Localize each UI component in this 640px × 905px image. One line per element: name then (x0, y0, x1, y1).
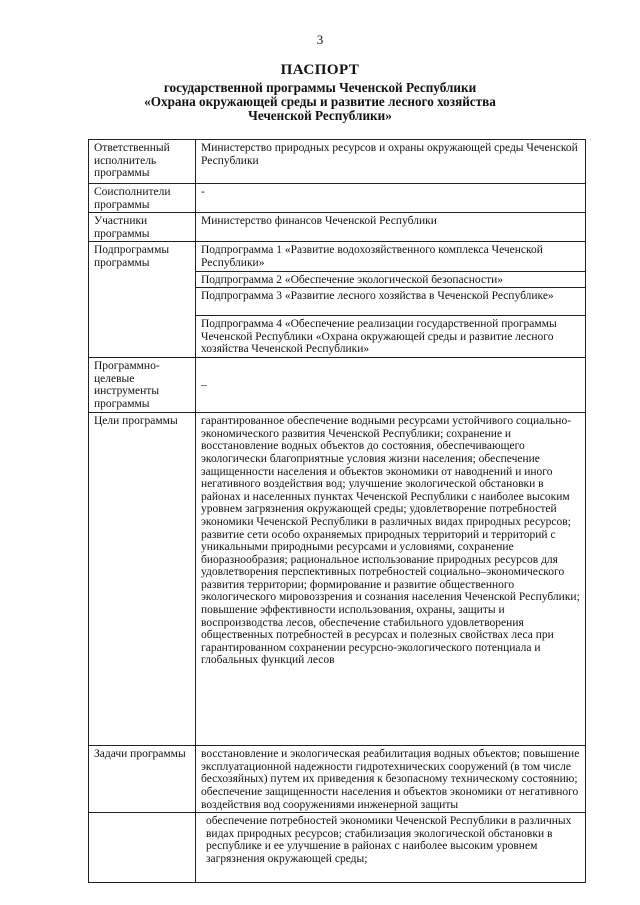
label-responsible: Ответственный исполнитель программы (89, 140, 196, 184)
label-instruments: Программно-целевые инструменты программы (89, 358, 196, 413)
label-tasks: Задачи программы (89, 746, 196, 813)
value-instruments: – (196, 358, 586, 413)
label-coexecutors: Соисполнители программы (89, 184, 196, 213)
subprogram-item: Подпрограмма 1 «Развитие водохозяйственного комплекса Чеченской Республики» (196, 242, 586, 271)
subtitle-line-3: Чеченской Республики» (248, 108, 392, 123)
subprogram-item: Подпрограмма 4 «Обеспечение реализации государственной программы Чеченской Республики «Охрана окружающей среды и развитие лесного хозяйства Чеченской Республики» (196, 316, 586, 358)
row-coexecutors (89, 184, 586, 213)
page-number: 3 (316, 32, 324, 47)
document-title: ПАСПОРТ (280, 62, 360, 78)
passport-table (88, 139, 586, 883)
value-tasks: восстановление и экологическая реабилитация водных объектов; повышение эксплуатационной надежности гидротехнических сооружений (в том числе бесхозяйных) путем их приведения к безопасному техническому состоянию; обеспечение защищенности населения и объектов экономики от негативного воздействия вод сооружениями инженерной защиты (196, 746, 586, 813)
subtitle-line-2: «Охрана окружающей среды и развитие лесного хозяйства (144, 94, 496, 109)
label-goals: Цели программы (89, 413, 196, 746)
document-subtitle (0, 81, 640, 123)
value-coexecutors: - (196, 184, 586, 213)
label-subprograms: Подпрограммы программы (89, 242, 196, 358)
row-subprogram-1 (89, 242, 586, 271)
value-goals: гарантированное обеспечение водными ресурсами устойчивого социально-экономического развития Чеченской Республики; сохранение и восстановление водных объектов до состояния, обеспечивающего экологически благоприятные условия жизни населения; обеспечение защищенности населения и объектов экономики от наводнений и иного негативного воздействия вод; улучшение экологической обстановки в районах и населенных пунктах Чеченской Республики с наиболее высоким уровнем загрязнения окружающей среды; удовлетворение потребностей экономики Чеченской Республики в различных видах природных ресурсов; развитие сети особо охраняемых природных территорий и территорий с уникальными природными ресурсами и условиями, сохранение биоразнообразия; рациональное использование природных ресурсов для удовлетворения перспективных потребностей социально–экономического развития территории; формирование и развитие общественного экологического мировоззрения и сознания населения Чеченской Республики; повышение эффективности использования, охраны, защиты и воспроизводства лесов, обеспечение стабильного удовлетворения общественных потребностей в ресурсах и полезных свойствах леса при гарантированном сохранении ресурсно-экологического потенциала и глобальных функций лесов (196, 413, 586, 746)
subtitle-line-1: государственной программы Чеченской Республики (163, 80, 477, 95)
row-responsible (89, 140, 586, 184)
row-tasks (89, 746, 586, 813)
label-tasks-cont (89, 813, 196, 883)
row-participants (89, 213, 586, 242)
subprogram-item: Подпрограмма 2 «Обеспечение экологической безопасности» (196, 271, 586, 288)
subprogram-item: Подпрограмма 3 «Развитие лесного хозяйства в Чеченской Республике» (196, 288, 586, 316)
value-tasks-cont: обеспечение потребностей экономики Чеченской Республики в различных видах природных ресурсов; стабилизация экологической обстановки в республике и ее улучшение в районах с наиболее высоким уровнем загрязнения окружающей среды; (196, 813, 586, 883)
label-participants: Участники программы (89, 213, 196, 242)
value-responsible: Министерство природных ресурсов и охраны окружающей среды Чеченской Республики (196, 140, 586, 184)
value-participants: Министерство финансов Чеченской Республики (196, 213, 586, 242)
row-goals (89, 413, 586, 746)
row-tasks-cont (89, 813, 586, 883)
row-instruments (89, 358, 586, 413)
